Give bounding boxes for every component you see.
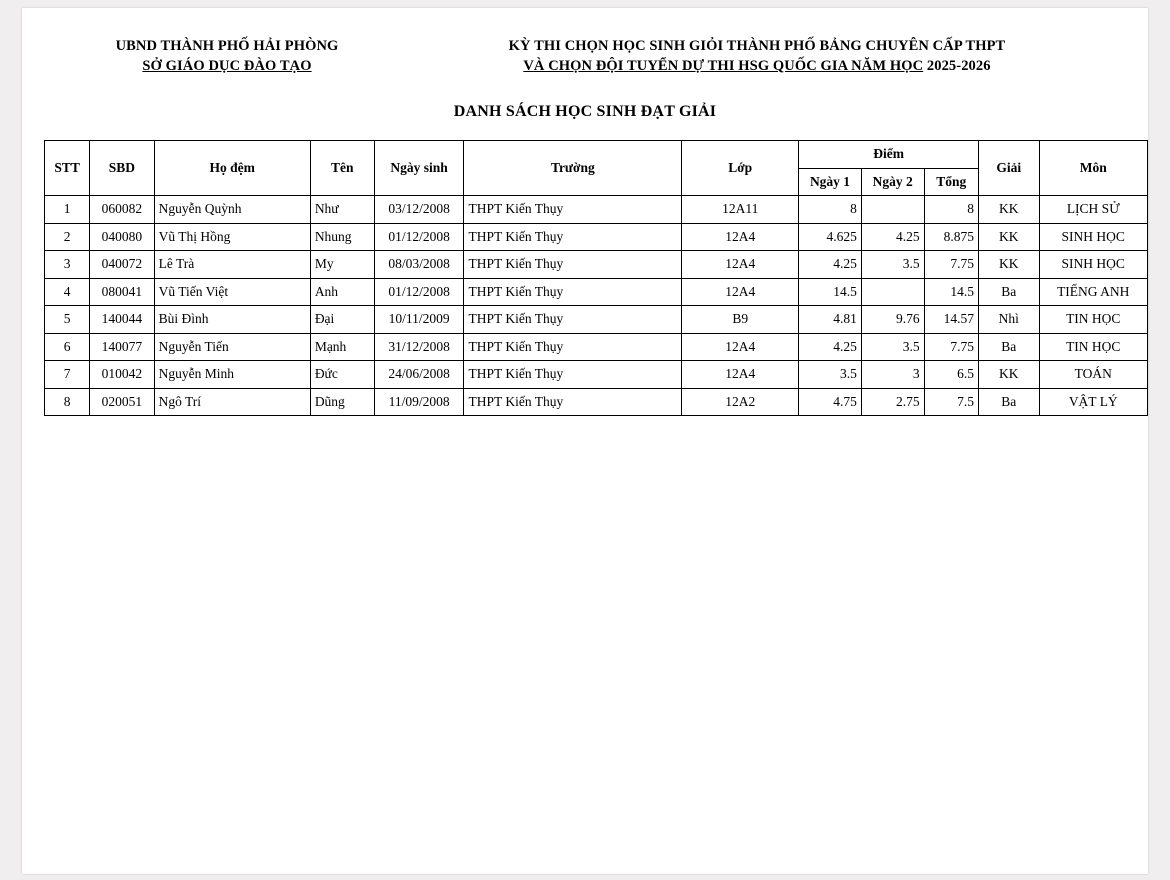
cell-giai: KK (979, 251, 1039, 279)
cell-lop: B9 (682, 306, 799, 334)
cell-giai: KK (979, 196, 1039, 224)
cell-mon: SINH HỌC (1039, 223, 1148, 251)
document-page (22, 8, 1148, 874)
cell-ten: Đức (310, 361, 374, 389)
cell-tong: 8.875 (924, 223, 978, 251)
table-row (45, 388, 1148, 416)
cell-ho-dem: Ngô Trí (154, 388, 310, 416)
cell-lop: 12A4 (682, 223, 799, 251)
cell-ngay-sinh: 01/12/2008 (374, 278, 464, 306)
cell-ho-dem: Nguyễn Quỳnh (154, 196, 310, 224)
cell-stt: 7 (45, 361, 90, 389)
cell-ngay-sinh: 03/12/2008 (374, 196, 464, 224)
cell-giai: Ba (979, 333, 1039, 361)
col-diem-group: Điểm (799, 141, 979, 169)
col-sbd: SBD (90, 141, 154, 196)
cell-giai: Ba (979, 388, 1039, 416)
exam-title-line-2-underlined: VÀ CHỌN ĐỘI TUYỂN DỰ THI HSG QUỐC GIA NĂM HỌC (523, 58, 924, 74)
cell-sbd: 060082 (90, 196, 154, 224)
cell-stt: 8 (45, 388, 90, 416)
cell-mon: LỊCH SỬ (1039, 196, 1148, 224)
cell-truong: THPT Kiến Thụy (464, 251, 682, 279)
cell-tong: 7.75 (924, 333, 978, 361)
cell-stt: 4 (45, 278, 90, 306)
document-header (22, 8, 1148, 72)
cell-ten: My (310, 251, 374, 279)
cell-ngay-1: 4.25 (799, 333, 862, 361)
cell-mon: TOÁN (1039, 361, 1148, 389)
cell-ngay-sinh: 08/03/2008 (374, 251, 464, 279)
cell-sbd: 040072 (90, 251, 154, 279)
cell-ho-dem: Vũ Thị Hồng (154, 223, 310, 251)
cell-tong: 7.5 (924, 388, 978, 416)
cell-ngay-2: 3 (861, 361, 924, 389)
col-ho-dem: Họ đệm (154, 141, 310, 196)
awarded-students-table (44, 140, 1148, 416)
cell-stt: 1 (45, 196, 90, 224)
exam-title (422, 36, 1092, 76)
cell-tong: 8 (924, 196, 978, 224)
cell-truong: THPT Kiến Thụy (464, 333, 682, 361)
cell-ngay-sinh: 31/12/2008 (374, 333, 464, 361)
cell-truong: THPT Kiến Thụy (464, 223, 682, 251)
col-truong: Trường (464, 141, 682, 196)
cell-stt: 3 (45, 251, 90, 279)
exam-school-year: 2025-2026 (923, 58, 991, 74)
col-tong: Tổng (924, 168, 978, 196)
issuing-authority (62, 36, 392, 76)
cell-ten: Mạnh (310, 333, 374, 361)
cell-sbd: 010042 (90, 361, 154, 389)
cell-ngay-1: 14.5 (799, 278, 862, 306)
cell-giai: KK (979, 223, 1039, 251)
cell-ngay-sinh: 24/06/2008 (374, 361, 464, 389)
cell-ho-dem: Nguyễn Tiến (154, 333, 310, 361)
cell-giai: Nhì (979, 306, 1039, 334)
cell-sbd: 040080 (90, 223, 154, 251)
cell-truong: THPT Kiến Thụy (464, 196, 682, 224)
cell-giai: Ba (979, 278, 1039, 306)
cell-mon: TIẾNG ANH (1039, 278, 1148, 306)
cell-ten: Anh (310, 278, 374, 306)
cell-ngay-1: 3.5 (799, 361, 862, 389)
exam-title-line-1: KỲ THI CHỌN HỌC SINH GIỎI THÀNH PHỐ BẢNG CHUYÊN CẤP THPT (508, 38, 1006, 54)
cell-stt: 2 (45, 223, 90, 251)
cell-ngay-2: 9.76 (861, 306, 924, 334)
cell-lop: 12A2 (682, 388, 799, 416)
col-ten: Tên (310, 141, 374, 196)
cell-ngay-sinh: 10/11/2009 (374, 306, 464, 334)
table-row (45, 278, 1148, 306)
col-giai: Giải (979, 141, 1039, 196)
cell-ngay-1: 4.625 (799, 223, 862, 251)
authority-line-2: SỞ GIÁO DỤC ĐÀO TẠO (142, 58, 312, 74)
table-header (45, 141, 1148, 196)
col-lop: Lớp (682, 141, 799, 196)
cell-truong: THPT Kiến Thụy (464, 306, 682, 334)
cell-mon: TIN HỌC (1039, 333, 1148, 361)
cell-lop: 12A4 (682, 278, 799, 306)
cell-truong: THPT Kiến Thụy (464, 388, 682, 416)
cell-ho-dem: Nguyễn Minh (154, 361, 310, 389)
cell-ngay-2 (861, 196, 924, 224)
col-ngay-sinh: Ngày sinh (374, 141, 464, 196)
cell-ten: Như (310, 196, 374, 224)
cell-sbd: 140077 (90, 333, 154, 361)
table-body (45, 196, 1148, 416)
cell-tong: 6.5 (924, 361, 978, 389)
col-stt: STT (45, 141, 90, 196)
cell-ten: Nhung (310, 223, 374, 251)
table-row (45, 306, 1148, 334)
cell-tong: 14.57 (924, 306, 978, 334)
cell-ho-dem: Bùi Đình (154, 306, 310, 334)
cell-ngay-1: 4.25 (799, 251, 862, 279)
cell-truong: THPT Kiến Thụy (464, 361, 682, 389)
cell-stt: 5 (45, 306, 90, 334)
cell-ho-dem: Lê Trà (154, 251, 310, 279)
table-row (45, 361, 1148, 389)
cell-ngay-1: 4.75 (799, 388, 862, 416)
cell-ngay-2: 3.5 (861, 251, 924, 279)
cell-mon: TIN HỌC (1039, 306, 1148, 334)
cell-ho-dem: Vũ Tiến Việt (154, 278, 310, 306)
cell-lop: 12A4 (682, 361, 799, 389)
table-row (45, 251, 1148, 279)
cell-mon: SINH HỌC (1039, 251, 1148, 279)
cell-ngay-2: 2.75 (861, 388, 924, 416)
table-row (45, 223, 1148, 251)
cell-ngay-1: 4.81 (799, 306, 862, 334)
cell-stt: 6 (45, 333, 90, 361)
cell-ngay-2 (861, 278, 924, 306)
cell-mon: VẬT LÝ (1039, 388, 1148, 416)
cell-tong: 7.75 (924, 251, 978, 279)
exam-title-line-2 (422, 56, 1092, 76)
cell-truong: THPT Kiến Thụy (464, 278, 682, 306)
cell-giai: KK (979, 361, 1039, 389)
table-header-row-1 (45, 141, 1148, 169)
cell-lop: 12A4 (682, 333, 799, 361)
table-row (45, 196, 1148, 224)
col-ngay-2: Ngày 2 (861, 168, 924, 196)
col-ngay-1: Ngày 1 (799, 168, 862, 196)
cell-tong: 14.5 (924, 278, 978, 306)
cell-ngay-2: 3.5 (861, 333, 924, 361)
cell-ten: Đại (310, 306, 374, 334)
cell-sbd: 080041 (90, 278, 154, 306)
cell-ten: Dũng (310, 388, 374, 416)
cell-sbd: 020051 (90, 388, 154, 416)
cell-ngay-sinh: 01/12/2008 (374, 223, 464, 251)
authority-line-1: UBND THÀNH PHỐ HẢI PHÒNG (115, 38, 339, 54)
cell-sbd: 140044 (90, 306, 154, 334)
cell-ngay-1: 8 (799, 196, 862, 224)
cell-ngay-sinh: 11/09/2008 (374, 388, 464, 416)
cell-lop: 12A4 (682, 251, 799, 279)
col-mon: Môn (1039, 141, 1148, 196)
page-title: DANH SÁCH HỌC SINH ĐẠT GIẢI (453, 103, 717, 120)
table-row (45, 333, 1148, 361)
cell-lop: 12A11 (682, 196, 799, 224)
cell-ngay-2: 4.25 (861, 223, 924, 251)
